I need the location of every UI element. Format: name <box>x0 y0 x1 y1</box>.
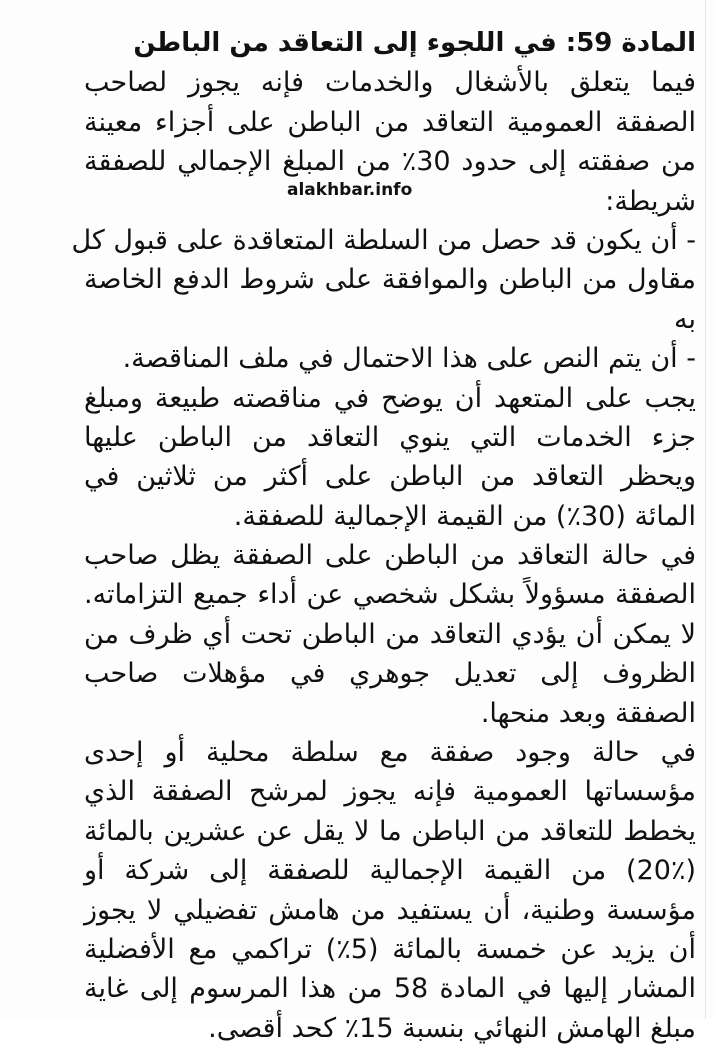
text-line: - أن يتم النص على هذا الاحتمال في ملف المناقصة. <box>122 343 696 375</box>
text-line: في حالة التعاقد من الباطن على الصفقة يظل صاحب <box>84 540 696 572</box>
watermark: alakhbar.info <box>287 180 413 200</box>
text-line: مؤسسة وطنية، أن يستفيد من هامش تفضيلي لا يجوز <box>84 894 696 926</box>
text-line: جزء الخدمات التي ينوي التعاقد من الباطن عليها <box>84 421 696 453</box>
text-line: المشار إليها في المادة 58 من هذا المرسوم إلى غاية <box>84 973 696 1005</box>
text-line: شريطة: <box>605 185 696 217</box>
article-title: المادة 59: في اللجوء إلى التعاقد من الباطن <box>133 28 696 58</box>
article-text <box>71 24 696 1048</box>
text-line: يجب على المتعهد أن يوضح في مناقصته طبيعة ومبلغ <box>84 382 696 414</box>
text-line: فيما يتعلق بالأشغال والخدمات فإنه يجوز لصاحب <box>84 67 696 99</box>
text-line: في حالة وجود صفقة مع سلطة محلية أو إحدى <box>84 737 696 769</box>
text-line: لا يمكن أن يؤدي التعاقد من الباطن تحت أي ظرف من <box>84 618 696 650</box>
text-line: من صفقته إلى حدود 30٪ من المبلغ الإجمالي للصفقة <box>84 146 696 178</box>
page-edge-divider <box>705 0 706 1019</box>
text-line: يخطط للتعاقد من الباطن ما لا يقل عن عشرين بالمائة <box>84 815 696 847</box>
text-line: مؤسساتها العمومية فإنه يجوز لمرشح الصفقة الذي <box>84 776 696 808</box>
text-line: الصفقة مسؤولاً بشكل شخصي عن أداء جميع التزاماته. <box>84 579 696 611</box>
text-line: أن يزيد عن خمسة بالمائة (5٪) تراكمي مع الأفضلية <box>84 933 696 965</box>
text-line: به <box>674 303 696 335</box>
text-line: الظروف إلى تعديل جوهري في مؤهلات صاحب <box>84 658 696 690</box>
text-line: - أن يكون قد حصل من السلطة المتعاقدة على قبول كل <box>71 224 696 256</box>
text-line: (20٪) من القيمة الإجمالية للصفقة إلى شركة أو <box>84 855 696 887</box>
text-line: الصفقة وبعد منحها. <box>480 697 696 729</box>
text-line: المائة (30٪) من القيمة الإجمالية للصفقة. <box>233 500 696 532</box>
text-line: ويحظر التعاقد من الباطن على أكثر من ثلاثين في <box>84 461 696 493</box>
text-line: الصفقة العمومية التعاقد من الباطن على أجزاء معينة <box>84 106 696 138</box>
text-line: مبلغ الهامش النهائي بنسبة 15٪ كحد أقصى. <box>208 1012 696 1044</box>
text-line: مقاول من الباطن والموافقة على شروط الدفع الخاصة <box>84 264 696 296</box>
